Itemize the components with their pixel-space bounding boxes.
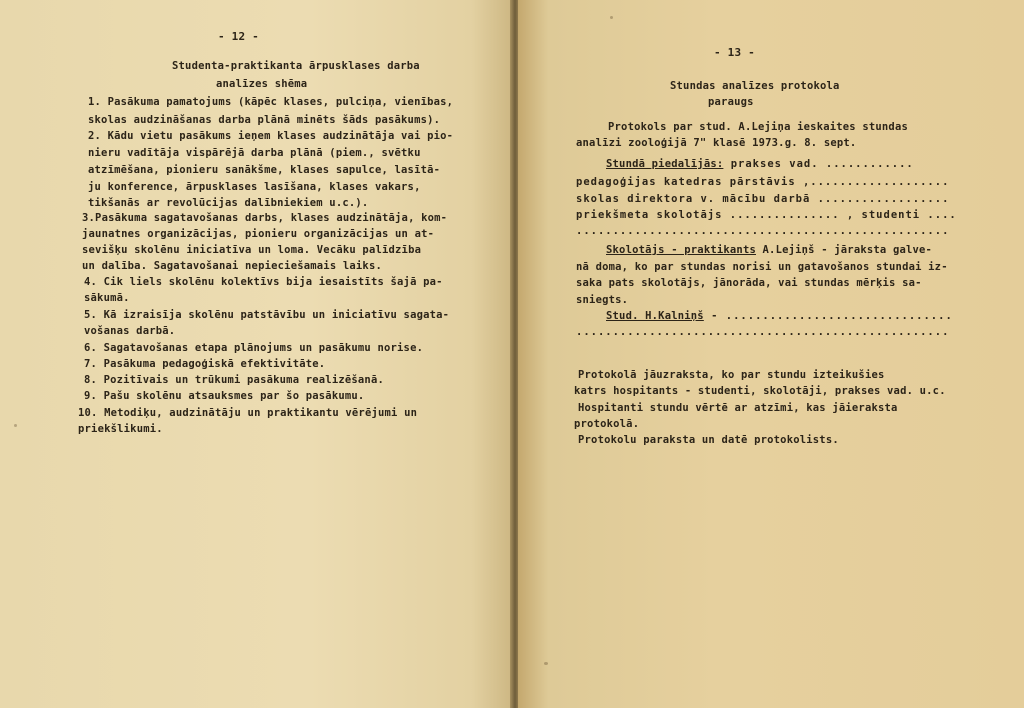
left-title-line-2: analīzes shēma	[216, 78, 308, 90]
teacher-line: nā doma, ko par stundas norisi un gatavošanos stundai iz-	[576, 261, 948, 273]
right-title-line-1: Stundas analīzes protokola	[670, 80, 840, 92]
list-line: sākumā.	[84, 292, 130, 304]
page-number-right: - 13 -	[714, 46, 755, 59]
note-line: Hospitanti stundu vērtē ar atzīmi, kas jāieraksta	[578, 402, 898, 414]
right-page	[518, 0, 1024, 708]
separator-dots: ...................................................	[576, 225, 950, 237]
paper-spot	[14, 424, 17, 427]
protocol-intro-line: analīzi zooloģijā 7" klasē 1973.g. 8. sept.	[576, 137, 857, 149]
attendance-line: priekšmeta skolotājs ............... , studenti ....	[576, 209, 957, 221]
attendance-line: Stundā piedalījās: prakses vad. ............	[606, 158, 914, 170]
list-line: jaunatnes organizācijas, pionieru organizācijas un at-	[82, 228, 435, 240]
list-line: vošanas darbā.	[84, 325, 176, 337]
teacher-line: Skolotājs - praktikants A.Lejiņš - jāraksta galve-	[606, 244, 933, 256]
list-line: ju konference, ārpusklases lasīšana, klases vakars,	[88, 181, 421, 193]
list-line: 2. Kādu vietu pasākums ieņem klases audzinātāja vai pio-	[88, 130, 454, 142]
teacher-line: saka pats skolotājs, jānorāda, vai stundas mērķis sa-	[576, 277, 922, 289]
note-line: katrs hospitants - studenti, skolotāji, prakses vad. u.c.	[574, 385, 946, 397]
list-line: priekšlikumi.	[78, 423, 163, 435]
list-line: skolas audzināšanas darba plānā minēts šāds pasākums).	[88, 114, 441, 126]
protocol-intro-line: Protokols par stud. A.Lejiņa ieskaites stundas	[608, 121, 908, 133]
attendance-line: skolas direktora v. mācību darbā ..................	[576, 193, 950, 205]
list-line: 5. Kā izraisīja skolēnu patstāvību un iniciatīvu sagata-	[84, 309, 450, 321]
list-line: 7. Pasākuma pedagoģiskā efektivitāte.	[84, 358, 326, 370]
teacher-line: sniegts.	[576, 294, 629, 306]
attendance-label: Stundā piedalījās:	[606, 158, 724, 170]
note-line: Protokolā jāuzraksta, ko par stundu izteikušies	[578, 369, 885, 381]
list-line: un dalība. Sagatavošanai nepieciešamais laiks.	[82, 260, 382, 272]
list-line: sevišķu skolēnu iniciatīva un loma. Vecāku palīdzība	[82, 244, 422, 256]
paper-spot	[610, 16, 613, 19]
attendance-line: pedagoģijas katedras pārstāvis ,...................	[576, 176, 950, 188]
note-line: protokolā.	[574, 418, 640, 430]
paper-spot	[544, 662, 548, 665]
note-line: Protokolu paraksta un datē protokolists.	[578, 434, 839, 446]
list-line: 3.Pasākuma sagatavošanas darbs, klases audzinātāja, kom-	[82, 212, 448, 224]
left-title-line-1: Studenta-praktikanta ārpusklases darba	[172, 60, 420, 72]
list-line: 6. Sagatavošanas etapa plānojums un pasākumu norise.	[84, 342, 424, 354]
student-label: Stud. H.Kalniņš	[606, 310, 704, 322]
separator-dots: ...................................................	[576, 326, 950, 338]
list-line: 8. Pozitīvais un trūkumi pasākuma realizēšanā.	[84, 374, 384, 386]
teacher-label: Skolotājs - praktikants	[606, 244, 756, 256]
right-title-line-2: paraugs	[708, 96, 754, 108]
list-line: 9. Pašu skolēnu atsauksmes par šo pasākumu.	[84, 390, 365, 402]
list-line: nieru vadītāja vispārējā darba plānā (piem., svētku	[88, 147, 421, 159]
page-number-left: - 12 -	[218, 30, 259, 43]
list-line: 1. Pasākuma pamatojums (kāpēc klases, pulciņa, vienības,	[88, 96, 454, 108]
student-line: Stud. H.Kalniņš - ...............................	[606, 310, 953, 322]
list-line: atzīmēšana, pionieru sanākšme, klases sapulce, lasītā-	[88, 164, 441, 176]
list-line: tikšanās ar revolūcijas dalībniekiem u.c.).	[88, 197, 369, 209]
list-line: 4. Cik liels skolēnu kolektīvs bija iesaistīts šajā pa-	[84, 276, 443, 288]
list-line: 10. Metodiķu, audzinātāju un praktikantu vērējumi un	[78, 407, 418, 419]
